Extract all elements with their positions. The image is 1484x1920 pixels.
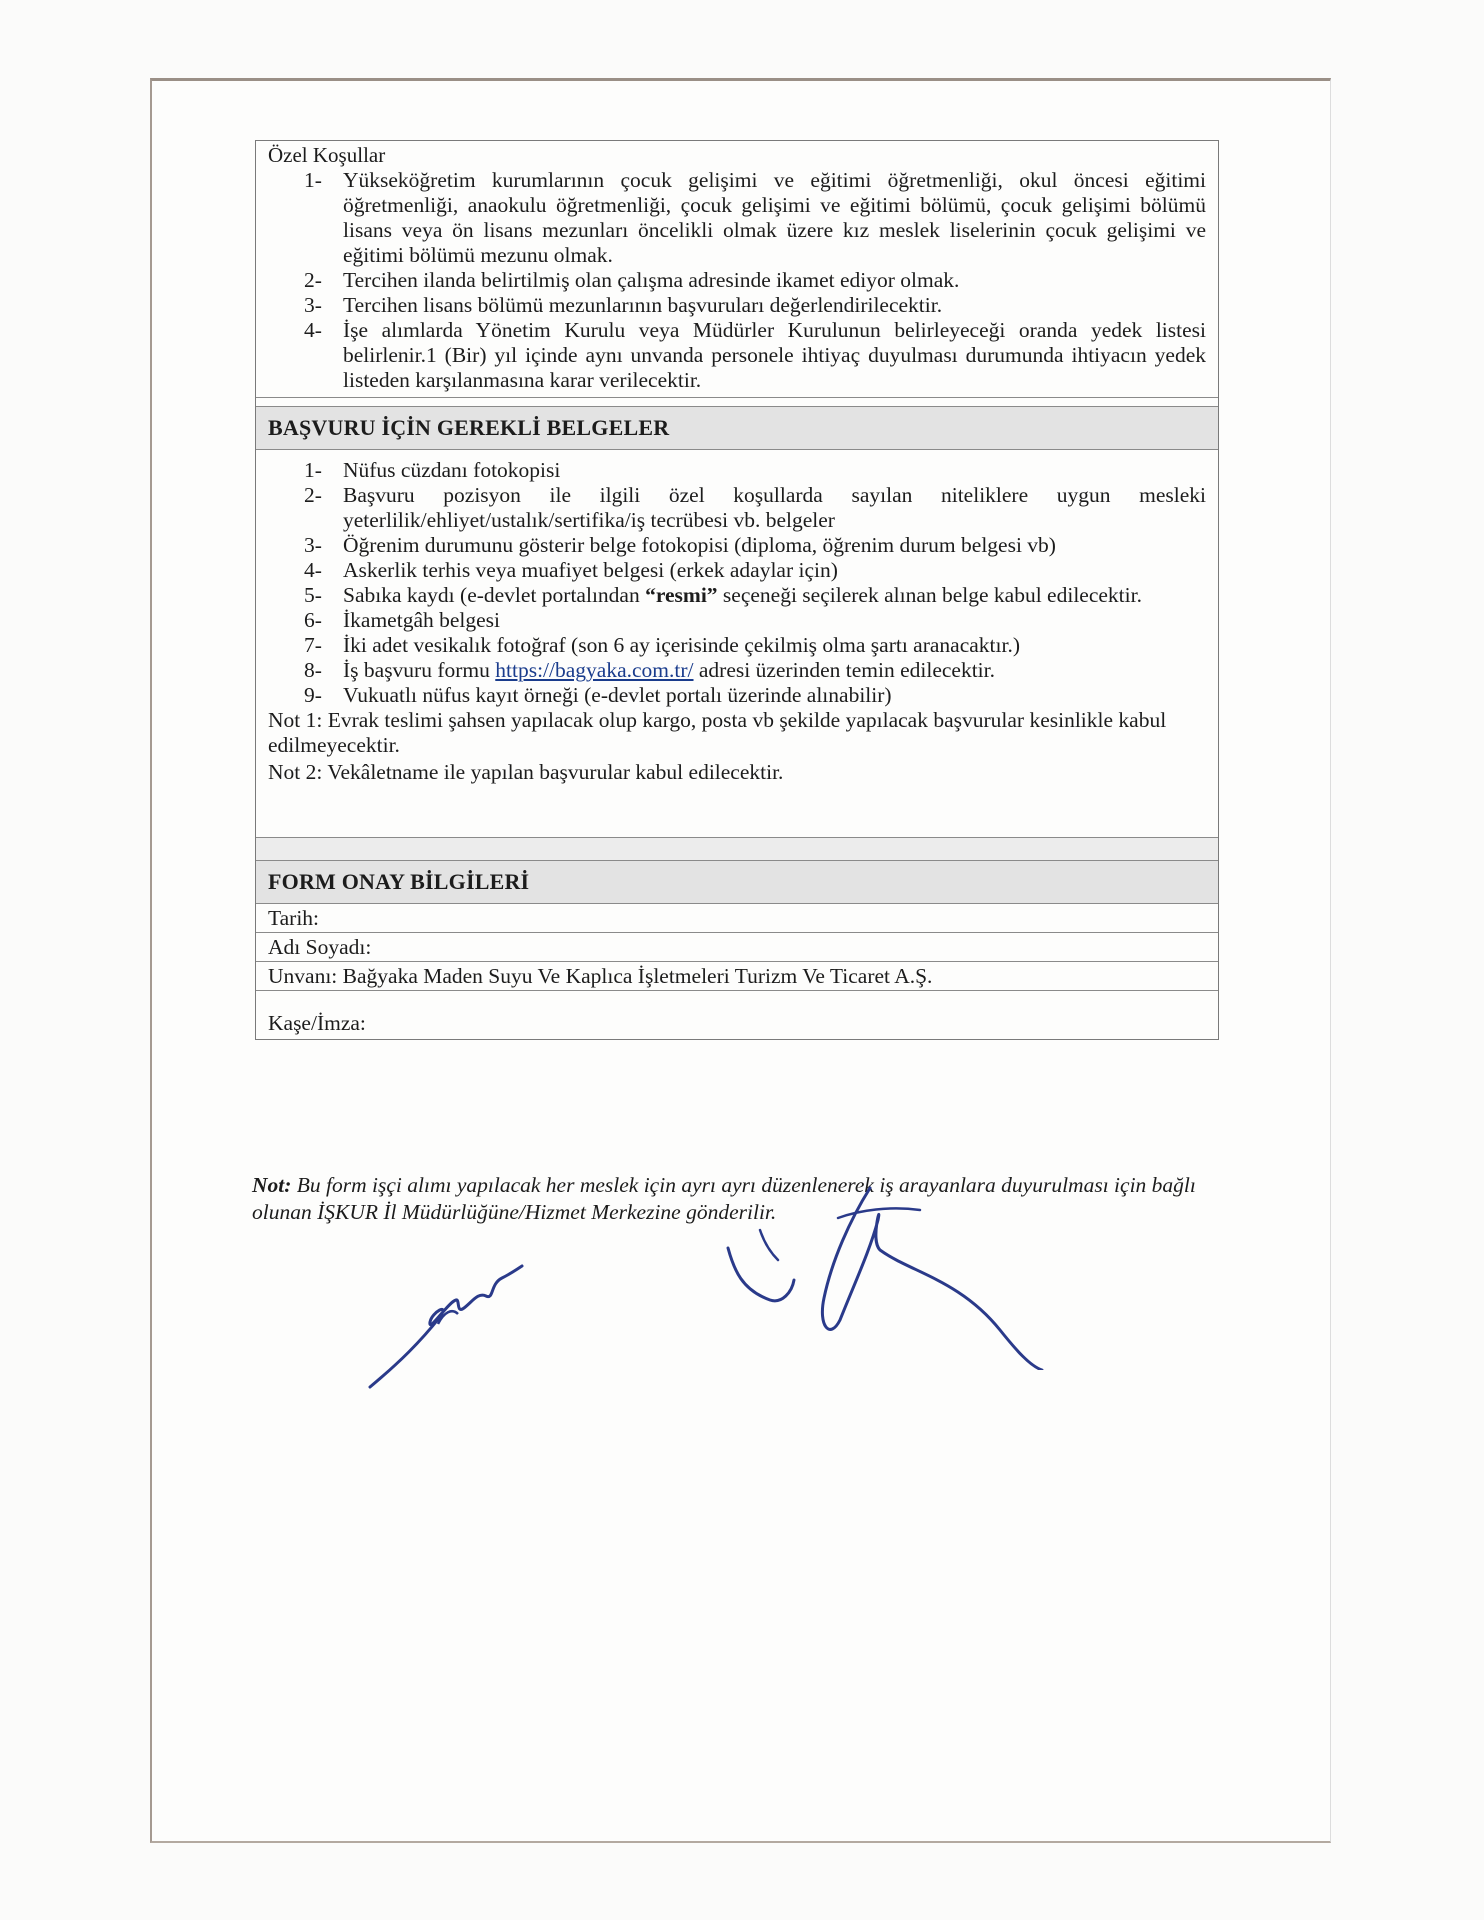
date-row: Tarih: bbox=[256, 904, 1218, 933]
title-row: Unvanı: Bağyaka Maden Suyu Ve Kaplıca İşletmeleri Turizm Ve Ticaret A.Ş. bbox=[256, 962, 1218, 991]
form-approval-heading: FORM ONAY BİLGİLERİ bbox=[256, 861, 1218, 904]
website-link[interactable]: https://bagyaka.com.tr/ bbox=[495, 658, 694, 682]
special-condition-item-number: 4- bbox=[304, 318, 322, 342]
name-row: Adı Soyadı: bbox=[256, 933, 1218, 962]
special-condition-item-text: Tercihen ilanda belirtilmiş olan çalışma adresinde ikamet ediyor olmak. bbox=[343, 268, 960, 292]
application-form bbox=[255, 140, 1219, 1040]
footer-note-text: Bu form işçi alımı yapılacak her meslek için ayrı ayrı düzenlenerek iş arayanlara duyurulması için bağlı olunan İŞKUR İl Müdürlüğüne/Hizmet Merkezine gönderilir. bbox=[252, 1173, 1196, 1224]
required-document-item-number: 7- bbox=[304, 633, 322, 657]
required-document-item-number: 3- bbox=[304, 533, 322, 557]
required-document-item-text: Sabıka kaydı (e-devlet portalından bbox=[343, 583, 646, 607]
required-document-item-number: 2- bbox=[304, 483, 322, 507]
required-documents-heading: BAŞVURU İÇİN GEREKLİ BELGELER bbox=[256, 406, 1218, 450]
required-document-item-text: Başvuru pozisyon ile ilgili özel koşullarda sayılan niteliklere uygun mesleki yeterlilik/ehliyet/ustalık/sertifika/iş tecrübesi vb. belgeler bbox=[343, 483, 1206, 532]
required-document-item-text: seçeneği seçilerek alınan belge kabul edilecektir. bbox=[717, 583, 1142, 607]
required-document-item-number: 6- bbox=[304, 608, 322, 632]
required-document-item-text: adresi üzerinden temin edilecektir. bbox=[693, 658, 995, 682]
required-document-item bbox=[268, 633, 1206, 658]
required-document-item-text: Öğrenim durumunu gösterir belge fotokopisi (diploma, öğrenim durum belgesi vb) bbox=[343, 533, 1056, 557]
required-document-item-text: İki adet vesikalık fotoğraf (son 6 ay içerisinde çekilmiş olma şartı aranacaktır.) bbox=[343, 633, 1021, 657]
required-document-item bbox=[268, 458, 1206, 483]
special-condition-item-number: 2- bbox=[304, 268, 322, 292]
special-condition-item bbox=[268, 293, 1206, 318]
special-condition-item-text: Yükseköğretim kurumlarının çocuk gelişimi ve eğitimi öğretmenliği, okul öncesi eğitimi öğretmenliği, anaokulu öğretmenliği, çocuk gelişimi ve eğitimi bölümü, çocuk gelişimi bölümü lisans veya ön lisans mezunları öncelikli olmak üzere kız meslek liselerinin çocuk gelişimi ve eğitimi bölümü mezunu olmak. bbox=[343, 168, 1206, 267]
required-document-item bbox=[268, 658, 1206, 683]
special-condition-item-number: 3- bbox=[304, 293, 322, 317]
stamp-signature-row bbox=[256, 991, 1218, 1039]
required-document-item-text: Vukuatlı nüfus kayıt örneği (e-devlet portalı üzerinde alınabilir) bbox=[343, 683, 892, 707]
special-conditions-section bbox=[256, 141, 1218, 398]
special-conditions-title: Özel Koşullar bbox=[268, 143, 386, 167]
emphasis-text: “resmi” bbox=[645, 583, 718, 607]
special-condition-item bbox=[268, 318, 1206, 393]
special-conditions-list bbox=[268, 168, 1206, 393]
footer-note-label: Not: bbox=[252, 1173, 292, 1197]
stamp-signature-label: Kaşe/İmza: bbox=[268, 1011, 366, 1035]
special-condition-item-text: İşe alımlarda Yönetim Kurulu veya Müdürler Kurulunun belirleyeceği oranda yedek listesi belirlenir.1 (Bir) yıl içinde aynı unvanda personele ihtiyaç duyulması durumunda ihtiyacın yedek listeden karşılanmasına karar verilecektir. bbox=[343, 318, 1206, 392]
note-2: Not 2: Vekâletname ile yapılan başvurular kabul edilecektir. bbox=[268, 760, 784, 784]
required-documents-section bbox=[256, 450, 1218, 838]
required-document-item-text: Askerlik terhis veya muafiyet belgesi (erkek adaylar için) bbox=[343, 558, 838, 582]
signature-left bbox=[360, 1262, 540, 1402]
required-document-item-number: 9- bbox=[304, 683, 322, 707]
required-document-item bbox=[268, 483, 1206, 533]
special-condition-item bbox=[268, 168, 1206, 268]
required-document-item bbox=[268, 558, 1206, 583]
required-document-item-text: Nüfus cüzdanı fotokopisi bbox=[343, 458, 561, 482]
required-document-item-number: 8- bbox=[304, 658, 322, 682]
required-document-item-number: 5- bbox=[304, 583, 322, 607]
signature-right bbox=[720, 1180, 1060, 1370]
required-document-item-number: 1- bbox=[304, 458, 322, 482]
required-documents-list bbox=[268, 458, 1206, 708]
required-document-item-number: 4- bbox=[304, 558, 322, 582]
required-document-item bbox=[268, 533, 1206, 558]
special-condition-item-text: Tercihen lisans bölümü mezunlarının başvuruları değerlendirilecektir. bbox=[343, 293, 943, 317]
special-condition-item bbox=[268, 268, 1206, 293]
required-document-item-text: İş başvuru formu bbox=[343, 658, 496, 682]
note-1: Not 1: Evrak teslimi şahsen yapılacak olup kargo, posta vb şekilde yapılacak başvurular kesinlikle kabul edilmeyecektir. bbox=[268, 708, 1167, 757]
required-document-item bbox=[268, 608, 1206, 633]
required-document-item bbox=[268, 683, 1206, 708]
special-condition-item-number: 1- bbox=[304, 168, 322, 192]
required-document-item-text: İkametgâh belgesi bbox=[343, 608, 501, 632]
required-document-item bbox=[268, 583, 1206, 608]
section-gap bbox=[256, 838, 1218, 861]
